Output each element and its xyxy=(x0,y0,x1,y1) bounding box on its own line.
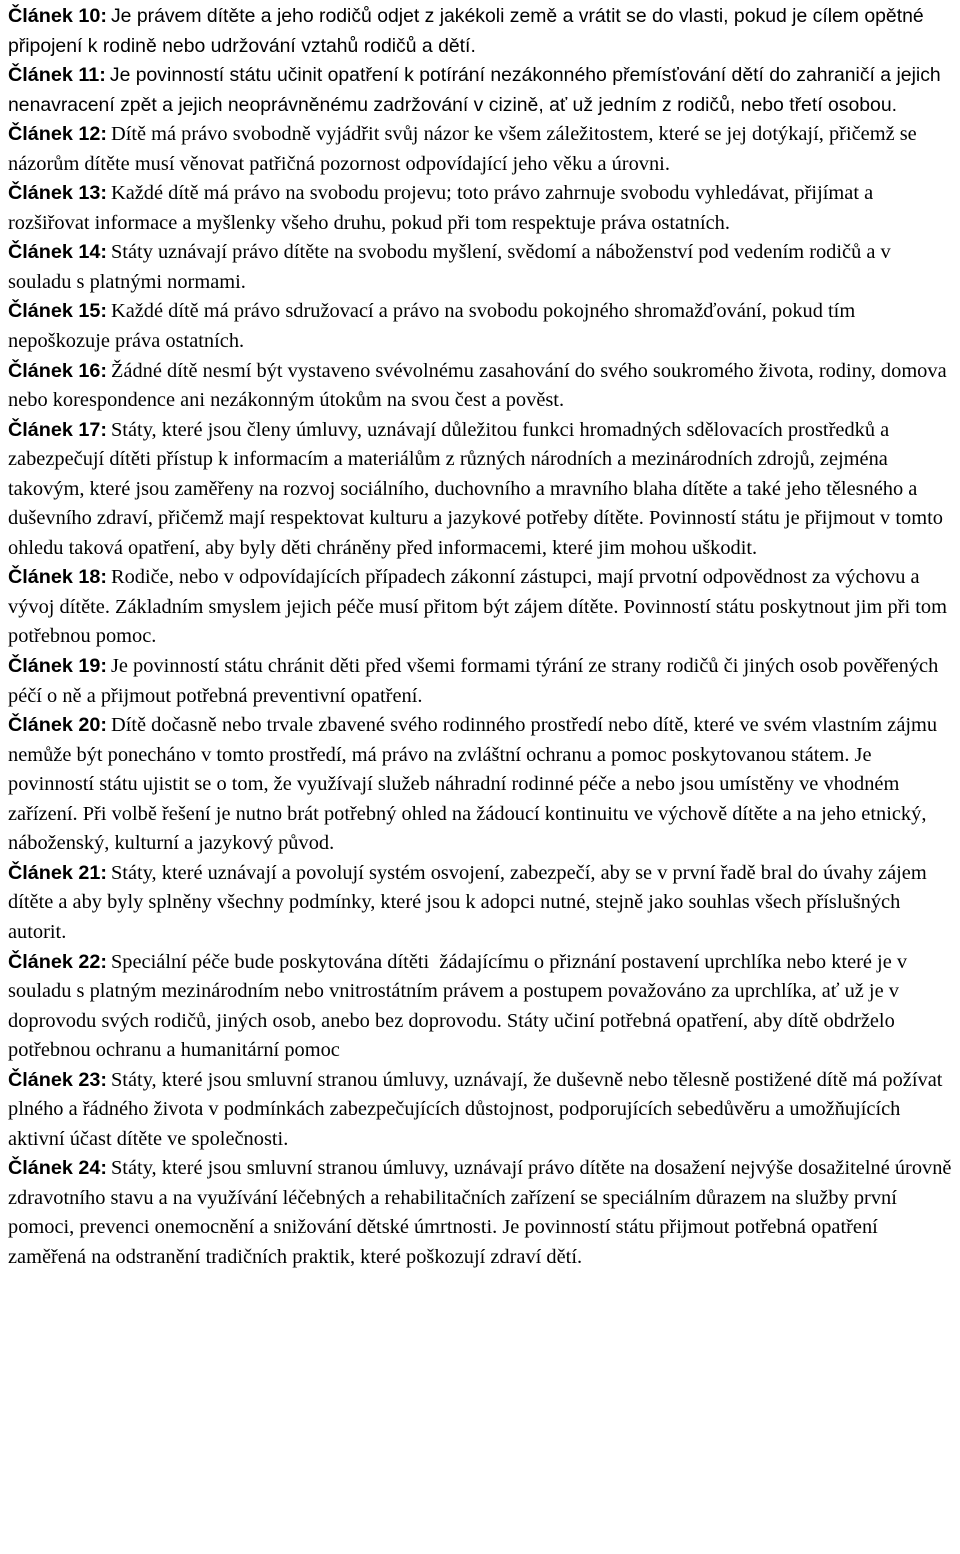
article-label: Článek 23: xyxy=(8,1068,107,1091)
article-text: Státy uznávají právo dítěte na svobodu myšlení, svědomí a náboženství pod vedením rodičů a v souladu s platnými normami. xyxy=(8,241,891,293)
article-10 xyxy=(8,2,954,61)
article-label: Článek 22: xyxy=(8,950,107,973)
article-23 xyxy=(8,1066,954,1155)
article-18 xyxy=(8,563,954,652)
article-15 xyxy=(8,297,954,356)
article-label: Článek 15: xyxy=(8,300,107,323)
article-label: Článek 18: xyxy=(8,566,107,589)
article-16 xyxy=(8,357,954,416)
article-label: Článek 11: xyxy=(8,64,106,87)
article-text: Rodiče, nebo v odpovídajících případech zákonní zástupci, mají prvotní odpovědnost za výchovu a vývoj dítěte. Základním smyslem jejich péče musí přitom být zájem dítěte. Povinností státu poskytnout jim při tom potřebnou pomoc. xyxy=(8,566,947,648)
article-label: Článek 10: xyxy=(8,5,107,27)
article-19 xyxy=(8,652,954,711)
article-text: Každé dítě má právo na svobodu projevu; toto právo zahrnuje svobodu vyhledávat, přijímat a rozšiřovat informace a myšlenky všeho druhu, pokud při tom respektuje práva ostatních. xyxy=(8,182,874,234)
article-label: Článek 12: xyxy=(8,123,107,146)
article-text: Je právem dítěte a jeho rodičů odjet z jakékoli země a vrátit se do vlasti, pokud je cílem opětné připojení k rodině nebo udržování vztahů rodičů a dětí. xyxy=(8,5,924,57)
article-label: Článek 19: xyxy=(8,655,107,678)
article-text: Dítě dočasně nebo trvale zbavené svého rodinného prostředí nebo dítě, které ve svém vlastním zájmu nemůže být ponecháno v tomto prostředí, má právo na zvláštní ochranu a pomoc poskytovanou státem. Je povinností státu ujistit se o tom, že využívají služeb náhradní rodinné péče a nebo jsou umístěny ve vhodném zařízení. Při volbě řešení je nutno brát potřebný ohled na žádoucí kontinuitu ve výchově dítěte a na jeho etnický, náboženský, kulturní a jazykový původ. xyxy=(8,714,938,855)
article-22 xyxy=(8,948,954,1066)
article-21 xyxy=(8,859,954,948)
article-label: Článek 14: xyxy=(8,241,107,264)
article-24 xyxy=(8,1154,954,1272)
article-text: Dítě má právo svobodně vyjádřit svůj názor ke všem záležitostem, které se jej dotýkají, přičemž se názorům dítěte musí věnovat patřičná pozornost odpovídající jeho věku a úrovni. xyxy=(8,123,917,175)
article-label: Článek 21: xyxy=(8,861,107,884)
article-text: Státy, které uznávají a povolují systém osvojení, zabezpečí, aby se v první řadě bral do úvahy zájem dítěte a aby byly splněny všechny podmínky, které jsou k adopci nutné, stejně jako souhlas všech příslušných autorit. xyxy=(8,861,927,943)
article-17 xyxy=(8,416,954,564)
article-text: Každé dítě má právo sdružovací a právo na svobodu pokojného shromažďování, pokud tím nepoškozuje práva ostatních. xyxy=(8,300,856,353)
article-text: Státy, které jsou smluvní stranou úmluvy, uznávají právo dítěte na dosažení nejvýše dosažitelné úrovně zdravotního stavu a na využívání léčebných a rehabilitačních zařízení se speciálním důrazem na služby první pomoci, prevenci onemocnění a snižování dětské úmrtnosti. Je povinností státu přijmout potřebná opatření zaměřená na odstranění tradičních praktik, které poškozují zdraví dětí. xyxy=(8,1157,952,1268)
article-label: Článek 13: xyxy=(8,182,107,205)
article-11 xyxy=(8,61,954,120)
article-label: Článek 16: xyxy=(8,359,107,382)
article-label: Článek 17: xyxy=(8,418,107,441)
article-label: Článek 20: xyxy=(8,714,107,737)
article-12 xyxy=(8,120,954,179)
article-13 xyxy=(8,179,954,238)
article-text: Žádné dítě nesmí být vystaveno svévolnému zasahování do svého soukromého života, rodiny, domova nebo korespondence ani nezákonným útokům na svou čest a pověst. xyxy=(8,359,947,412)
article-text: Státy, které jsou členy úmluvy, uznávají důležitou funkci hromadných sdělovacích prostředků a zabezpečují dítěti přístup k informacím a materiálům z různých národních a mezinárodních zdrojů, zejména takovým, které jsou zaměřeny na rozvoj sociálního, duchovního a mravního blaha dítěte a také jeho tělesného a duševního zdraví, přičemž mají respektovat kulturu a jazykové potřeby dítěte. Povinností státu je přijmout v tomto ohledu taková opatření, aby byly děti chráněny před informacemi, které jim mohou uškodit. xyxy=(8,418,943,559)
article-text: Speciální péče bude poskytována dítěti žádajícímu o přiznání postavení uprchlíka nebo které je v souladu s platným mezinárodním nebo vnitrostátním právem a postupem považováno za uprchlíka, ať už je v doprovodu svých rodičů, jiných osob, anebo bez doprovodu. Státy učiní potřebná opatření, aby dítě obdrželo potřebnou ochranu a humanitární pomoc xyxy=(8,950,913,1062)
article-20 xyxy=(8,711,954,859)
article-text: Je povinností státu chránit děti před všemi formami týrání ze strany rodičů či jiných osob pověřených péčí o ně a přijmout potřebná preventivní opatření. xyxy=(8,655,939,707)
article-label: Článek 24: xyxy=(8,1157,107,1180)
article-text: Je povinností státu učinit opatření k potírání nezákonného přemísťování dětí do zahraničí a jejich nenavracení zpět a jejich neoprávněnému zadržování v cizině, ať už jedním z rodičů, nebo třetí osobou. xyxy=(8,64,941,116)
article-text: Státy, které jsou smluvní stranou úmluvy, uznávají, že duševně nebo tělesně postižené dítě má požívat plného a řádného života v podmínkách zabezpečujících důstojnost, podporujících sebedůvěru a umožňujících aktivní účast dítěte ve společnosti. xyxy=(8,1068,943,1150)
article-14 xyxy=(8,238,954,297)
